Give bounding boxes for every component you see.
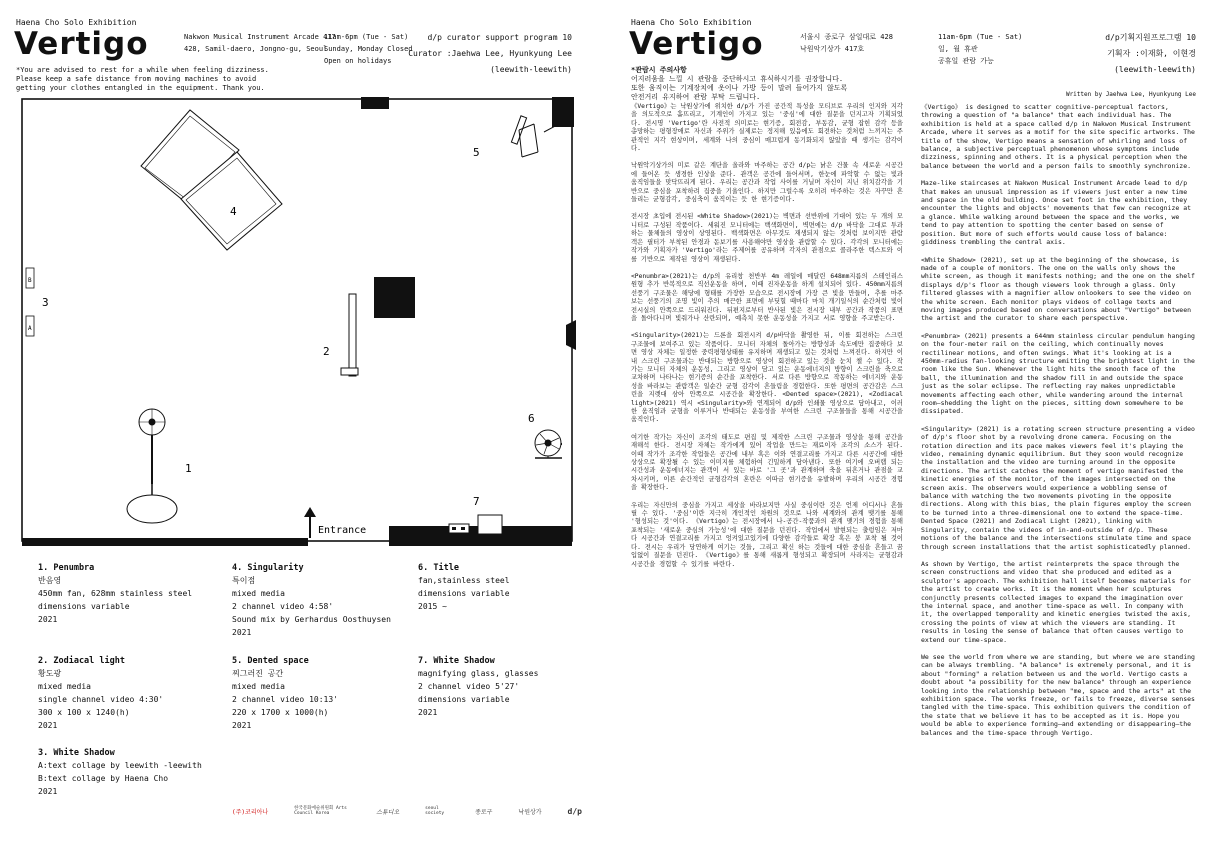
wall-label-a: A: [28, 325, 32, 332]
map-label-3: 3: [42, 296, 49, 309]
work-line: dimensions variable: [418, 695, 510, 704]
essay-paragraph: 전시장 초입에 전시된 <White Shadow>(2021)는 벽면과 선반위에 기대어 있는 두 개의 모니터로 구성된 작품이다. 세워진 모니터에는 백색화면이, 벽면에는 d/p 바닥을 그대로 투과하는 물체들의 영상이 상영된다. 백색화면은 아무것도 재생되지 않는 것처럼 보이지만 관람객은 필터가 부착된 안경과 돋보기를 사용해야만 영상을 관람할 수 있다. 각각의 모니터에는 작가와 기획자가 'Vertigo'라는 주제어를 공유하며 각자의 관점으로 콜라주한 텍스트와 이를 기반으로 제작된 영상이 재생된다.: [631, 213, 903, 263]
essay-paragraph: <Penumbra>(2021)는 d/p의 유리창 천반부 4m 레일에 매달린 648mm지름의 스테인리스 원형 추가 반복적으로 직선운동을 하며, 이때 진자운동을 하게 설치되어 있다. 450mm지름의 선풍기 구조물은 해당에 형태를 가장한 모습으로 전시장에 가장 큰 빛을 만들며, 추를 마주보는 선풍기의 조명 빛이 추의 매끈한 표면에 부딪힐 때마다 마치 개기일식의 순간처럼 빛이 전시실의 안쪽으로 드리워진다. 뒤편지로부터 반사된 빛은 전시장 내부 공간과 작품의 표면을 돌아다니며 빛줘가나 산란되며, 예측치 못한 운동성을 가지고 서로 영향을 주고받는다.: [631, 272, 903, 322]
sponsor-logo: 종로구: [475, 808, 493, 816]
work-item: [38, 563, 192, 626]
title-fan: [535, 430, 562, 458]
work-line: 특이점: [232, 576, 256, 585]
work-title: 2. Zodiacal light: [38, 656, 125, 666]
work-line: single channel video 4:30': [38, 695, 164, 704]
sponsor-logo: 한국문화예술위원회 Arts Council Korea: [294, 806, 347, 816]
notice-line: getting your clothes entangled in the equipment. Thank you.: [16, 84, 265, 92]
essay-paragraph: We see the world from where we are standing, but where we are standing can be always trembling. "A balance" is extremely personal, and it is about "forming" a relation between us and the world. Vertigo casts a doubt about "a possibility for the new balance" through an experience looking into the relationship between "me, space and the arts" at the exhibition space. The works freeze, or fails to freeze, diverse senses tangled with the time-space. This exhibition quivers the condition of the state that we believe it has to be accepted as it is. Hope you would be able to experience forming—and extending or disappearing—the balances and the time-space through Vertigo.: [921, 652, 1195, 737]
work-line: 450mm fan, 628mm stainless steel: [38, 589, 193, 598]
hours-line: 11am-6pm (Tue - Sat): [324, 33, 409, 41]
work-line: 2015 ~: [418, 602, 447, 611]
venue-line: 낙원악기상가 417호: [800, 45, 865, 53]
map-label-1: 1: [185, 462, 192, 475]
essay-paragraph: Maze-like staircases at Nakwon Musical Instrument Arcade lead to d/p that makes an unusual impression as if viewers just enter a new time and space in the old building. Once set foot in the exhibition, they encounter the lights and objects' movements that few can recognize at a glance. While walking around between the space and the works, we tend to pay attention to spotting the center based on sense of position. But more of such efforts would cause loss of balance: giddiness trembling the central axis.: [921, 179, 1192, 247]
work-title: 6. Title: [418, 563, 459, 573]
entrance-arrow-icon: [304, 507, 316, 538]
hours-line: 11am-6pm (Tue - Sat): [938, 33, 1023, 41]
essay-paragraph: <White Shadow> (2021), set up at the beginning of the showcase, is made of a couple of monitors. The one on the walls only shows the white screen, as though it manifests nothing; and the one on the shelf displays d/p's floor as though viewers look through a glass. Only filtered glasses with a magnifier allow onlookers to see the video on the white screen. Each monitor plays videos of collage texts and moving images produced based on conversations about "Vertigo" between the artist and the curator to share each perspective.: [921, 255, 1195, 323]
essay-paragraph: <Singularity> (2021) is a rotating screen structure presenting a video of d/p's floor shot by a revolving drone camera. Focusing on the rotation direction and its pace makes viewers feel it's playing the video, remaining dynamic equilibrium. But they soon would recognize the installation and the video are turning around in the opposite directions. The artist catches the moment of vertigo manifested the kinetic energies of the monitor, of the images intersected on the screen axis. The observers would experience a wobbling sense of balance with watching the two movements pivoting in the opposite directions. Along with this bias, the plain figures employ the screen to be turned into a three-dimensional one to extend the space-time. Dented Space (2021) and Zodiacal Light (2021), linking with Singularity, contain the videos of in-and-outside of d/p. These motions of the balance and the intersections stimulate time and space through screen installations that the artist sophisticatedly planned.: [921, 424, 1195, 551]
singularity-screens: [141, 110, 282, 250]
wall-label-b: B: [28, 277, 32, 284]
collective-line: (leewith-leewith): [1114, 65, 1196, 74]
work-line: fan,stainless steel: [418, 576, 510, 585]
work-item: [232, 563, 391, 639]
map-label-6: 6: [528, 412, 535, 425]
work-line: 찌그러진 공간: [232, 669, 284, 678]
essay-paragraph: <Penumbra> (2021) presents a 644mm stainless circular pendulum hanging on the four-meter rail on the ceiling, which continually moves rectilinear motions, and often swings. What it's looking at is a 450mm-radius fan-looking structure emitting the brightest light in the room like the Sun. Whenever the light hits the smooth face of the ball, the illumination and the shadow fill in and outside the space just as the solar eclipse. The reflecting ray makes unpredictable movements affecting each other, while wandering around the internal room—shedding the light on the pieces, sitting down somewhere to be dissipated.: [921, 331, 1195, 416]
work-item: [38, 748, 202, 798]
english-essay: [921, 103, 1197, 746]
notice-line: 안전거리 유지하여 관람 부탁 드립니다.: [631, 93, 761, 101]
curator-line: Curator :Jaehwa Lee, Hyunkyung Lee: [408, 49, 572, 58]
pillar-block: [552, 97, 574, 127]
work-title: 4. Singularity: [232, 563, 304, 573]
column: [374, 277, 415, 318]
work-line: dimensions variable: [38, 602, 130, 611]
work-line: magnifying glass, glasses: [418, 669, 539, 678]
left-title: Vertigo: [14, 26, 149, 62]
work-line: 황도광: [38, 669, 62, 678]
hours-line: Open on holidays: [324, 57, 392, 65]
right-program: [996, 33, 1196, 75]
hours-line: Sunday, Monday Closed: [324, 45, 413, 53]
work-line: 2 channel video 10:13': [232, 695, 338, 704]
korean-essay: [631, 103, 903, 578]
venue-line: Nakwon Musical Instrument Arcade 417: [184, 33, 336, 41]
right-notice: [631, 66, 847, 102]
work-line: 2021: [232, 721, 252, 730]
work-item: [418, 656, 538, 719]
work-line: 2 channel video 4:58': [232, 602, 334, 611]
work-line: mixed media: [38, 682, 91, 691]
sponsor-logo: (주)코리아나: [232, 808, 269, 816]
work-line: 반음영: [38, 576, 62, 585]
work-line: 2021: [38, 787, 58, 796]
bottom-wall: [22, 538, 308, 546]
essay-paragraph: 《Vertigo》 is designed to scatter cognitive-perceptual factors, throwing a question of "a balance" that each individual has. The exhibition is held at a space called d/p in Nakwon Musical Instrument Arcade, where it serves as a motif for the site specific artworks. The title of the show, Vertigo means a sensation of whirling and loss of balance, a subjective perceptual phenomenon whose symptoms include dizziness, spinning and others. It is a physical perception when the balance between the world and a person fails to smoothly synchronize.: [921, 103, 1195, 170]
work-line: mixed media: [232, 682, 285, 691]
work-line: mixed media: [232, 589, 285, 598]
program-title: d/p curator support program 10: [427, 33, 572, 42]
notice-line: *관람시 주의사항: [631, 66, 687, 74]
notice-line: 또한 움직이는 기계장치에 옷이나 가방 등이 말려 들어가지 않도록: [631, 84, 848, 92]
sponsor-logos: [232, 806, 582, 816]
left-venue: [184, 33, 336, 54]
hours-line: 일, 월 휴관: [938, 45, 978, 53]
dented-space: [511, 116, 559, 157]
notice-line: Please keep a safe distance from moving machines to avoid: [16, 75, 257, 83]
venue-line: 서울시 종로구 삼일대로 428: [800, 33, 893, 41]
map-label-2: 2: [323, 345, 330, 358]
work-line: 2021: [232, 628, 252, 637]
work-item: [418, 563, 510, 613]
curator-line: 기획자 :이재화, 이현경: [1107, 49, 1196, 58]
map-label-4: 4: [230, 205, 237, 218]
work-line: 2021: [38, 615, 58, 624]
essay-paragraph: <Singularity>(2021)는 드론을 회전시켜 d/p바닥을 촬영한 뒤, 이를 회전하는 스크린 구조물에 보여주고 있는 작품이다. 모니터 자체의 돌아가는 방향성과 속도에만 집중하다 보면 영상 자체는 일정한 중력평형상태를 유지하며 재생되고 있는 것처럼 느껴진다. 하지만 이내 스크린 구조물과는 반대되는 방향으로 영상이 회전하고 있는 것을 눈치 챌 수 있다. 작가는 모니터 자체의 운동성, 그리고 영상이 담고 있는 운동에너지의 방향이 스크린을 축으로 교차하며 나타나는 현기증의 순간을 포착한다. 서로 다른 방향으로 작동하는 에너지와 운동성을 바라보는 관람객은 일순간 균형 감각이 흔들림을 경험한다. 또한 평면의 공간감은 스크린을 지렛대 삼아 안쪽으로 시공간을 확장한다. <Dented space>(2021), <Zodiacal light>(2021) 역시 <Singularity>와 연계되어 d/p와 인쇄물 영상으로 담아내고, 이러한 움직임과 균형을 이루거나 반대되는 운동성을 부여한 스크린 구조물들을 통해 시공간을 움직인다.: [631, 332, 903, 424]
map-label-5: 5: [473, 146, 480, 159]
essay-paragraph: 여기한 작가는 자신이 조각의 태도로 편집 및 제작한 스크린 구조물과 영상을 통해 공간을 재해석 한다. 전시장 자체는 작가에게 있어 작업을 만드는 재료이자 조각의 소스가 된다. 이때 작가가 조각한 작업들은 공간에 내부 혹은 이와 연결고리를 가지고 다른 시공간에 대한 상상으로 확장될 수 있는 이미지를 체험하여 긴밀하게 담아낸다. 또한 여기에 오버랩 되는 시간성과 운동에너지는 관객이 서 있는 바로 '그 곳'과 관계하며 축을 뒤흔거나 관점을 교차시키며, 이른 순간적인 균형감각의 혼란은 이따금 현기증을 유발하며 우리의 시공간 경험을 확장한다.: [631, 433, 903, 492]
essay-paragraph: 우리는 자신만의 중심을 가지고 세상을 바라보지만 사실 중심이란 것은 언제 어디서나 흔들릴 수 있다. '중심'이란 지극히 개인적인 차원의 것으로 나와 세계와의 관계 맺기를 통해 '형성되는 것'이다. 《Vertigo》는 전시장에서 나-공간-작품과의 관계 맺기의 경험을 통해 포착되는 '새로운 중심의 가능성'에 대한 질문을 던진다. 작업에서 발현되는 출렁임은 저마다 시공간과 연결고리를 가지고 엉켜있고있기에 다양한 감각들로 확장 혹은 붕 포착 될 것이다. 전시는 우리가 당연하게 여기는 것들, 그리고 확신 하는 것들에 대한 중심을 흔들고 꿈입없이 질문을 던진다. 《Vertigo》를 통해 새롭게 형성되고 확장되며 사라지는 균형감과 시공간을 경험할 수 있기를 바란다.: [631, 501, 903, 568]
zodiacal-light: [341, 294, 358, 376]
essay-paragraph: 《Vertigo》는 낙원상가에 위치한 d/p가 가진 공간적 특성을 모티브로 우리의 인지와 지각을 의도적으로 흩뜨리고, 기계인이 가지고 있는 '중심'에 대한 질문을 던지고자 기획되었다. 전시명 'Vertigo'란 사전적 의미로는 현기증, 회전감, 부동감, 균형 잡힌 감각 등을 총망하는 평형장애로 자신과 주위가 실제로는 정지해 있음에도 회전하는 것처럼 느끼지는 주관적인 지각 현상이며, 세계와 나의 중심이 매끄럽게 동기화되지 않았을 때 생기는 감각이다.: [631, 103, 903, 153]
entrance-label: Entrance: [318, 525, 367, 536]
work-line: B:text collage by Haena Cho: [38, 774, 169, 783]
sponsor-logo: seoul society: [425, 806, 445, 816]
collective-line: (leewith-leewith): [490, 65, 572, 74]
left-exhibition-name: Haena Cho Solo Exhibition: [16, 18, 137, 27]
left-notice: [16, 66, 269, 93]
pillar-block: [361, 97, 389, 109]
essay-paragraph: As shown by Vertigo, the artist reinterprets the space through the screen constructions and video that she produced and edited as a sculptor's approach. The exhibition hall itself becomes materials for the artist to create works. It is the moment when her sculptures conjunctly presents collected images to expand the imagination over the internal space, and another time-space as well. In company with it, the overlapped temporality and kinetic energies twisted the axis, crossing the points of view at which the viewers are standing. It results in losing the sense of balance that often causes vertigo to extend our time-space.: [921, 559, 1192, 644]
map-label-7: 7: [473, 495, 480, 508]
venue-line: 428, Samil-daero, Jongno-gu, Seoul: [184, 45, 328, 53]
work-line: 2 channel video 5'27': [418, 682, 520, 691]
written-by: Written by Jaehwa Lee, Hyunkyung Lee: [1065, 91, 1196, 98]
work-title: 7. White Shadow: [418, 656, 495, 666]
work-title: 5. Dented space: [232, 656, 309, 666]
right-venue: [800, 33, 893, 54]
right-exhibition-name: Haena Cho Solo Exhibition: [631, 18, 752, 27]
work-title: 3. White Shadow: [38, 748, 115, 758]
program-title: d/p기획지원프로그램 10: [1105, 33, 1196, 42]
work-line: 220 x 1700 x 1000(h): [232, 708, 329, 717]
right-title: Vertigo: [629, 26, 764, 62]
work-line: A:text collage by leewith -leewith: [38, 761, 202, 770]
hours-line: 공휴일 관람 가능: [938, 57, 994, 65]
sponsor-logo: 스튜디오: [376, 808, 400, 816]
work-line: dimensions variable: [418, 589, 510, 598]
work-item: [38, 656, 163, 732]
floor-plan: [14, 92, 580, 554]
sponsor-logo: 낙원상가: [518, 808, 542, 816]
work-line: 300 x 100 x 1240(h): [38, 708, 130, 717]
door-marker: [566, 320, 576, 350]
essay-paragraph: 낙원악기상가의 미로 같은 계단을 올라와 마주하는 공간 d/p는 낡은 건물 속 새로운 시공간에 들어온 듯 생경한 인상을 준다. 관객은 공간에 들어서며, 한눈에 파악할 수 없는 빛과 움직임들을 맞닥뜨리게 된다. 우리는 공간과 작업 사이를 거닐며 자신이 지닌 위치감각을 기반으로 중심을 포착하려 집중을 기울인다. 하지만 그럴수록 오히려 마주하는 것은 자꾸만 흔들리는 균형감각, 중심축이 움직이는 듯 한 현기증이다.: [631, 162, 903, 204]
floor-plan-walls: [22, 99, 572, 541]
notice-line: 어지러움을 느낄 시 관람을 중단하시고 휴식하시기를 권장합니다.: [631, 75, 844, 83]
work-item: [232, 656, 338, 732]
penumbra-fan: [127, 409, 177, 523]
work-line: Sound mix by Gerhardus Oosthuysen: [232, 615, 391, 624]
notice-line: *You are advised to rest for a while when feeling dizziness.: [16, 66, 269, 74]
sponsor-logo: d/p: [567, 806, 582, 816]
work-title: 1. Penumbra: [38, 563, 95, 573]
work-line: 2021: [418, 708, 438, 717]
work-line: 2021: [38, 721, 58, 730]
left-program: [372, 33, 572, 75]
